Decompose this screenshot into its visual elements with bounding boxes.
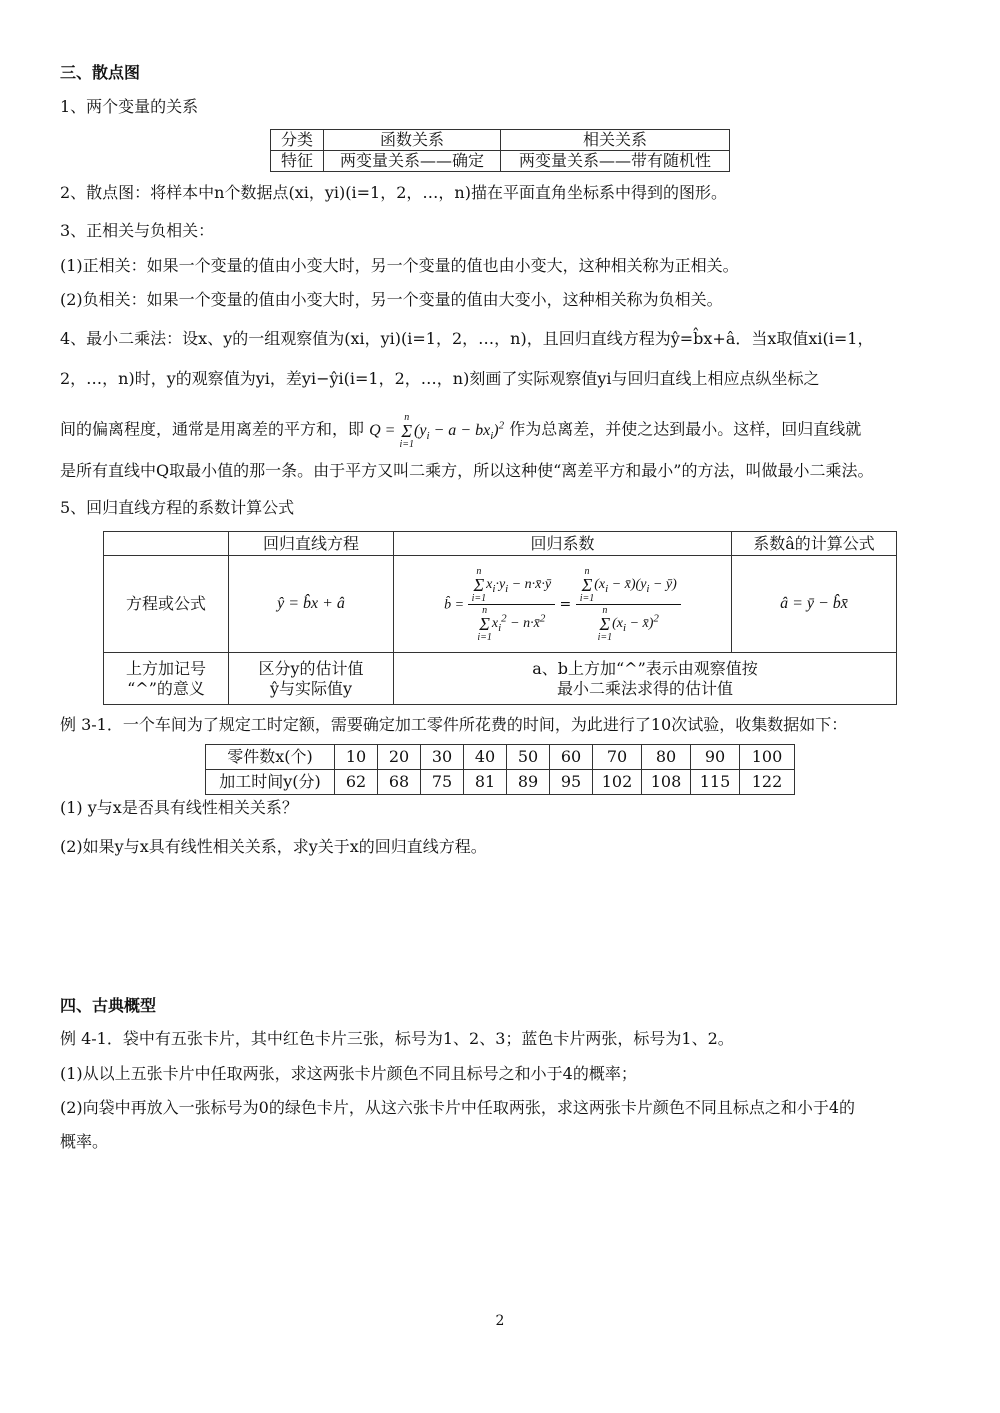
coef-row2-meaning-line1: a、b上方加“^”表示由观察值按 [532, 658, 758, 678]
item4-line3-start: 间的偏离程度，通常是用离差的平方和，即 [60, 419, 365, 439]
data-row-y-label: 加工时间y(分) [206, 770, 335, 795]
example-3-1-text: 例 3-1．一个车间为了规定工时定额，需要确定加工零件所花费的时间，为此进行了10次试验，收集数据如下： [60, 715, 848, 734]
item4-line4: 是所有直线中Q取最小值的那一条。由于平方又叫二乘方，所以这种使“离差平方和最小”的方法，叫做最小二乘法。 [60, 461, 874, 480]
data-y-cell: 95 [550, 770, 593, 795]
relation-cell-feature: 特征 [271, 151, 324, 172]
item4-line1: 4、最小二乘法：设x、y的一组观察值为(xi，yi)(i=1，2，…，n)，且回归直线方程为ŷ=b̂x+â．当x取值xi(i=1， [60, 329, 874, 348]
coef-row1-b-formula: b̂ = n Σ i=1 $x_i\cdot y_i$ − n·x̄·ȳ n Σ i=1 $x_i^2$ − n·x̄$^2$ = n Σ i=1 ($x_i$ − $x̄)(y_i$ − ȳ) n Σ i=1 ($x_i$ − x̄)$^2$ [394, 556, 732, 653]
coef-row1-label: 方程或公式 [104, 556, 229, 653]
question-4-1-2-line1: (2)向袋中再放入一张标号为0的绿色卡片，从这六张卡片中任取两张，求这两张卡片颜色不同且标点之和小于4的 [60, 1098, 856, 1117]
coef-row1-equation: ŷ = b̂x + â [229, 556, 394, 653]
data-y-cell: 89 [507, 770, 550, 795]
section3-heading: 三、散点图 [60, 63, 141, 82]
data-y-cell: 62 [335, 770, 378, 795]
coef-row2-label [104, 653, 229, 705]
data-x-cell: 10 [335, 745, 378, 770]
item3-1-text: (1)正相关：如果一个变量的值由小变大时，另一个变量的值也由小变大，这种相关称为正相关。 [60, 256, 739, 275]
relation-header-function: 函数关系 [324, 130, 501, 151]
data-y-cell: 68 [378, 770, 421, 795]
data-x-cell: 60 [550, 745, 593, 770]
coef-row2-eq-line2: ŷ与实际值y [269, 678, 353, 698]
section4-heading: 四、古典概型 [60, 996, 157, 1015]
b-formula-fraction-1: n Σ i=1 $x_i\cdot y_i$ − n·x̄·ȳ n Σ i=1 $x_i^2$ − n·x̄$^2$ [468, 566, 555, 643]
coef-row2-label-line2: “^”的意义 [127, 678, 205, 698]
data-y-cell: 115 [691, 770, 740, 795]
data-x-cell: 20 [378, 745, 421, 770]
coef-row1-a-formula: â = ȳ − b̂x̄ [732, 556, 897, 653]
coef-row2-meaning-line2: 最小二乘法求得的估计值 [556, 678, 733, 698]
data-y-cell: 122 [740, 770, 795, 795]
question-4-1-1: (1)从以上五张卡片中任取两张，求这两张卡片颜色不同且标号之和小于4的概率； [60, 1064, 637, 1083]
page-number: 2 [495, 1313, 505, 1329]
data-x-cell: 40 [464, 745, 507, 770]
data-y-cell: 81 [464, 770, 507, 795]
data-x-cell: 80 [642, 745, 691, 770]
data-y-cell: 75 [421, 770, 464, 795]
relation-header-category: 分类 [271, 130, 324, 151]
coef-header-a-formula: 系数â的计算公式 [732, 532, 897, 556]
coefficient-table [103, 531, 897, 705]
item4-line3-end: 作为总离差，并使之达到最小。这样，回归直线就 [509, 419, 862, 439]
example-4-1-text: 例 4-1．袋中有五张卡片，其中红色卡片三张，标号为1、2、3；蓝色卡片两张，标号为1、2。 [60, 1029, 734, 1048]
q-sum-formula: Q = n Σ i=1 $(y_i - a - bx_i)^2$ [369, 412, 505, 450]
data-x-cell: 100 [740, 745, 795, 770]
coef-header-equation: 回归直线方程 [229, 532, 394, 556]
coef-header-empty [104, 532, 229, 556]
item3-text: 3、正相关与负相关： [60, 221, 215, 240]
b-formula-fraction-2: n Σ i=1 ($x_i$ − $x̄)(y_i$ − ȳ) n Σ i=1 ($x_i$ − x̄)$^2$ [576, 566, 681, 643]
item4-line2: 2，…，n)时，y的观察值为yi，差yi−ŷi(i=1，2，…，n)刻画了实际观察值yi与回归直线上相应点纵坐标之 [60, 369, 820, 388]
coef-row2-equation [229, 653, 394, 705]
data-y-cell: 102 [593, 770, 642, 795]
relation-table [270, 129, 730, 172]
coef-row2-label-line1: 上方加记号 [125, 658, 206, 678]
item2-text: 2、散点图：将样本中n个数据点(xi，yi)(i=1，2，…，n)描在平面直角坐标系中得到的图形。 [60, 183, 727, 202]
question-3-1-1: (1) y与x是否具有线性相关关系？ [60, 798, 298, 817]
coef-row2-eq-line1: 区分y的估计值 [258, 658, 364, 678]
question-3-1-2: (2)如果y与x具有线性相关关系，求y关于x的回归直线方程。 [60, 837, 487, 856]
data-x-cell: 30 [421, 745, 464, 770]
experiment-data-table [205, 744, 795, 795]
data-x-cell: 90 [691, 745, 740, 770]
data-x-cell: 70 [593, 745, 642, 770]
item4-line3 [60, 412, 861, 450]
relation-cell-correlation: 两变量关系——带有随机性 [501, 151, 730, 172]
data-x-cell: 50 [507, 745, 550, 770]
data-row-x-label: 零件数x(个) [206, 745, 335, 770]
coef-row2-meaning [394, 653, 897, 705]
data-y-cell: 108 [642, 770, 691, 795]
relation-cell-function: 两变量关系——确定 [324, 151, 501, 172]
coef-header-coefficient: 回归系数 [394, 532, 732, 556]
relation-header-correlation: 相关关系 [501, 130, 730, 151]
item3-2-text: (2)负相关：如果一个变量的值由小变大时，另一个变量的值由大变小，这种相关称为负相关。 [60, 290, 723, 309]
question-4-1-2-line2: 概率。 [60, 1132, 109, 1151]
item5-text: 5、回归直线方程的系数计算公式 [60, 498, 295, 517]
item1-text: 1、两个变量的关系 [60, 97, 199, 116]
